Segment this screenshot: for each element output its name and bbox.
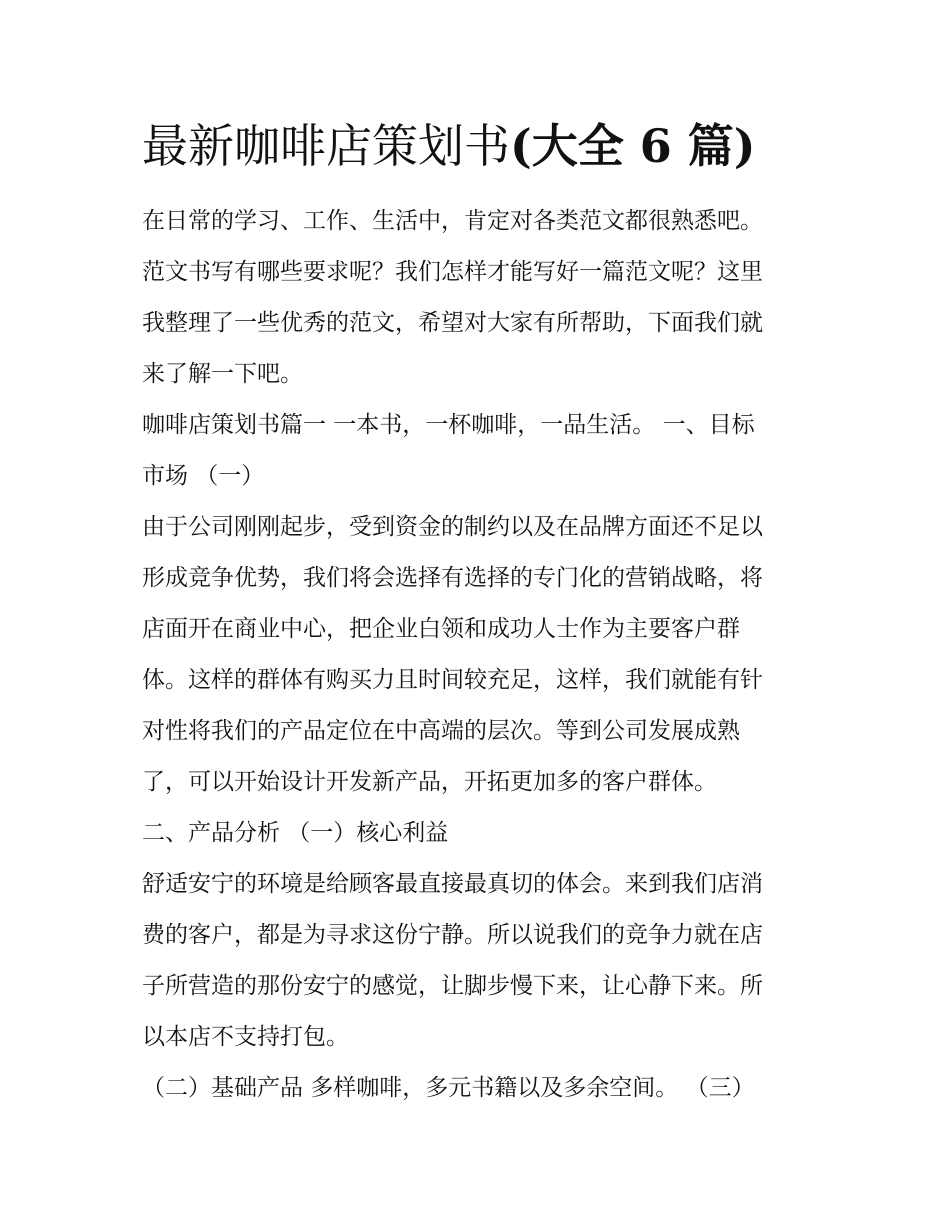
paragraph-target-market	[142, 502, 822, 808]
text-line: 舒适安宁的环境是给顾客最直接最真切的体会。来到我们店消	[142, 871, 763, 897]
paragraph-core-benefit	[142, 859, 822, 1063]
text-line: 范文书写有哪些要求呢？我们怎样才能写好一篇范文呢？这里	[142, 259, 763, 285]
title-paren: (大全 6 篇)	[510, 119, 756, 173]
text-line: 我整理了一些优秀的范文，希望对大家有所帮助，下面我们就	[142, 310, 763, 336]
text-line: 二、产品分析 （一）核心利益	[142, 820, 449, 846]
text-line: 费的客户，都是为寻求这份宁静。所以说我们的竞争力就在店	[142, 922, 763, 948]
paragraph-intro	[142, 196, 822, 400]
text-line: 了，可以开始设计开发新产品，开拓更加多的客户群体。	[142, 769, 717, 795]
text-line: 体。这样的群体有购买力且时间较充足，这样，我们就能有针	[142, 667, 763, 693]
text-line: 来了解一下吧。	[142, 361, 303, 387]
text-line: 咖啡店策划书篇一 一本书，一杯咖啡，一品生活。 一、目标	[142, 412, 755, 438]
text-line: 形成竞争优势，我们将会选择有选择的专门化的营销战略，将	[142, 565, 763, 591]
text-line: （二）基础产品 多样咖啡，多元书籍以及多余空间。 （三）	[142, 1075, 755, 1101]
text-line: 在日常的学习、工作、生活中，肯定对各类范文都很熟悉吧。	[142, 208, 763, 234]
text-line: 子所营造的那份安宁的感觉，让脚步慢下来，让心静下来。所	[142, 973, 763, 999]
text-line: 由于公司刚刚起步，受到资金的制约以及在品牌方面还不足以	[142, 514, 763, 540]
document-title	[142, 116, 862, 176]
title-main: 最新咖啡店策划书	[142, 119, 510, 173]
document-body	[142, 196, 822, 1114]
paragraph-section-one	[142, 400, 822, 502]
text-line: 对性将我们的产品定位在中高端的层次。等到公司发展成熟	[142, 718, 740, 744]
text-line: 店面开在商业中心，把企业白领和成功人士作为主要客户群	[142, 616, 740, 642]
paragraph-product-heading	[142, 808, 822, 859]
text-line: 市场 （一）	[142, 463, 265, 489]
paragraph-basic-product	[142, 1063, 822, 1114]
text-line: 以本店不支持打包。	[142, 1024, 349, 1050]
